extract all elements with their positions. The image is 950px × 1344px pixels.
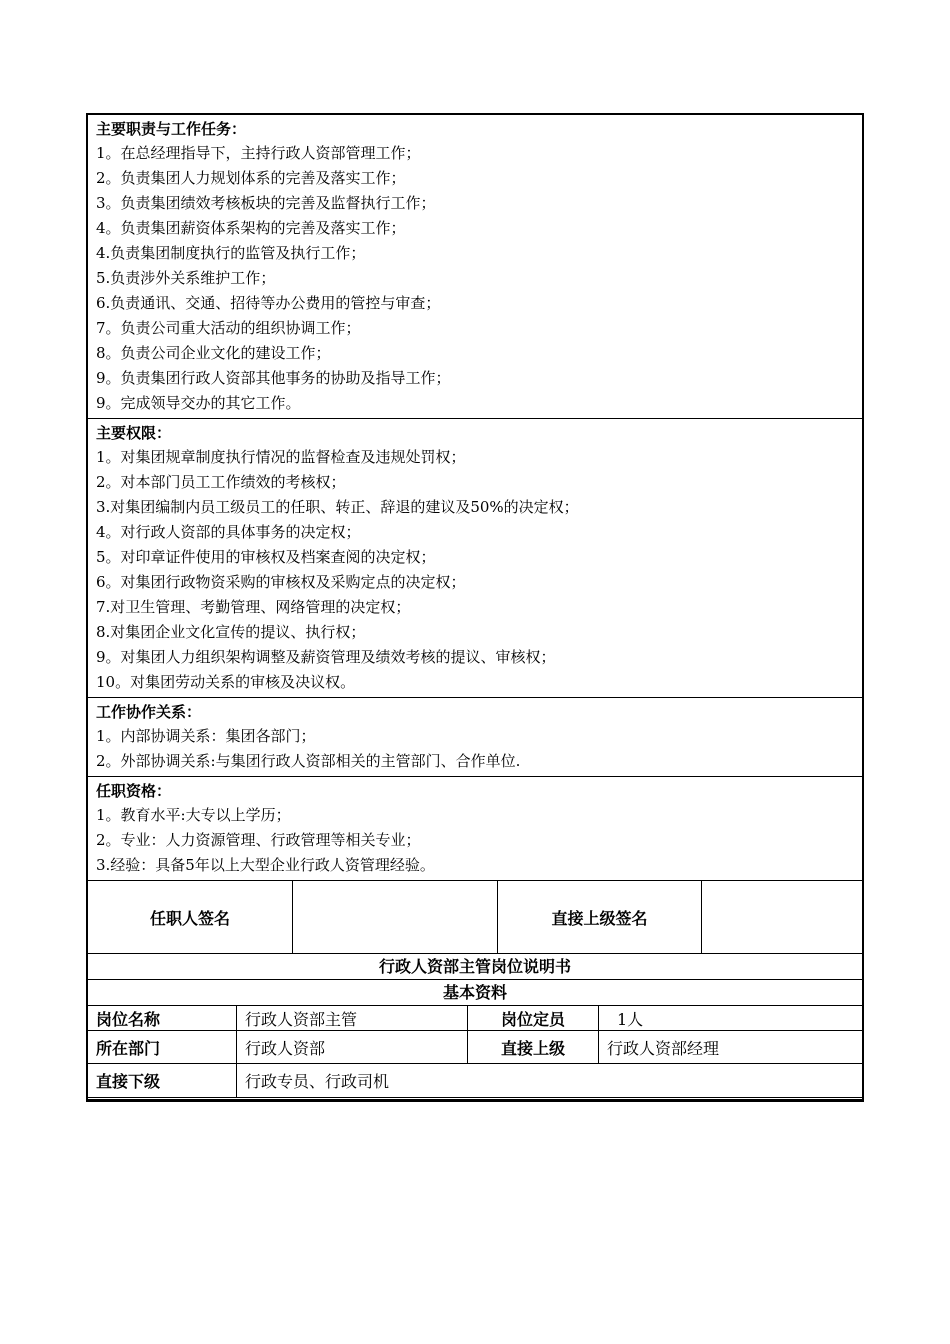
qualifications-section [88,777,862,881]
document-title: 行政人资部主管岗位说明书 [88,954,862,980]
position-name-label: 岗位名称 [96,1009,161,1029]
duty-item: 2。负责集团人力规划体系的完善及落实工作； [96,169,406,187]
authority-item: 7.对卫生管理、考勤管理、网络管理的决定权； [96,598,411,616]
department-label: 所在部门 [96,1038,161,1058]
authority-item: 10。对集团劳动关系的审核及决议权。 [96,673,356,691]
authority-title: 主要权限： [96,424,172,442]
duty-item: 8。负责公司企业文化的建设工作； [96,344,331,362]
authority-section [88,419,862,698]
duty-item: 9。完成领导交办的其它工作。 [96,394,301,412]
signature-row [88,881,862,954]
info-row-position [88,1006,862,1031]
holder-signature-label: 任职人签名 [149,908,230,928]
info-row-department [88,1031,862,1064]
duties-title: 主要职责与工作任务： [96,120,247,138]
duties-section [88,115,862,419]
job-description-table [86,113,864,1102]
duty-item: 5.负责涉外关系维护工作； [96,269,276,287]
relation-item: 1。内部协调关系：集团各部门； [96,727,316,745]
subordinate-label: 直接下级 [96,1072,161,1091]
duty-item: 3。负责集团绩效考核板块的完善及监督执行工作； [96,194,436,212]
relation-item: 2。外部协调关系:与集团行政人资部相关的主管部门、合作单位. [96,752,521,770]
headcount-label: 岗位定员 [467,1006,598,1030]
relations-section [88,698,862,777]
duty-item: 7。负责公司重大活动的组织协调工作； [96,319,361,337]
authority-item: 6。对集团行政物资采购的审核权及采购定点的决定权； [96,573,466,591]
qualification-item: 2。专业：人力资源管理、行政管理等相关专业； [96,831,421,849]
relations-title: 工作协作关系： [96,703,202,721]
info-row-subordinate [88,1064,862,1100]
position-name-value: 行政人资部主管 [236,1006,467,1030]
holder-signature-field[interactable] [292,881,497,953]
duty-item: 9。负责集团行政人资部其他事务的协助及指导工作； [96,369,451,387]
duty-item: 6.负责通讯、交通、招待等办公费用的管控与审查； [96,294,441,312]
duty-item: 1。在总经理指导下，主持行政人资部管理工作； [96,144,421,162]
duty-item: 4。负责集团薪资体系架构的完善及落实工作； [96,219,406,237]
authority-item: 1。对集团规章制度执行情况的监督检查及违规处罚权； [96,448,466,466]
subordinate-value: 行政专员、行政司机 [236,1064,862,1097]
authority-item: 3.对集团编制内员工级员工的任职、转正、辞退的建议及50%的决定权； [96,498,579,516]
authority-item: 9。对集团人力组织架构调整及薪资管理及绩效考核的提议、审核权； [96,648,556,666]
duty-item: 4.负责集团制度执行的监管及执行工作； [96,244,366,262]
authority-item: 8.对集团企业文化宣传的提议、执行权； [96,623,366,641]
supervisor-signature-field[interactable] [701,881,862,953]
department-value: 行政人资部 [236,1031,467,1063]
headcount-value: 1人 [598,1006,862,1030]
superior-label: 直接上级 [467,1031,598,1063]
supervisor-signature-label: 直接上级签名 [497,881,701,953]
authority-item: 5。对印章证件使用的审核权及档案查阅的决定权； [96,548,436,566]
qualifications-title: 任职资格： [96,782,172,800]
authority-item: 4。对行政人资部的具体事务的决定权； [96,523,361,541]
qualification-item: 3.经验：具备5年以上大型企业行政人资管理经验。 [96,856,435,874]
superior-value: 行政人资部经理 [598,1031,862,1063]
authority-item: 2。对本部门员工工作绩效的考核权； [96,473,346,491]
qualification-item: 1。教育水平:大专以上学历； [96,806,291,824]
basic-info-title: 基本资料 [88,980,862,1006]
